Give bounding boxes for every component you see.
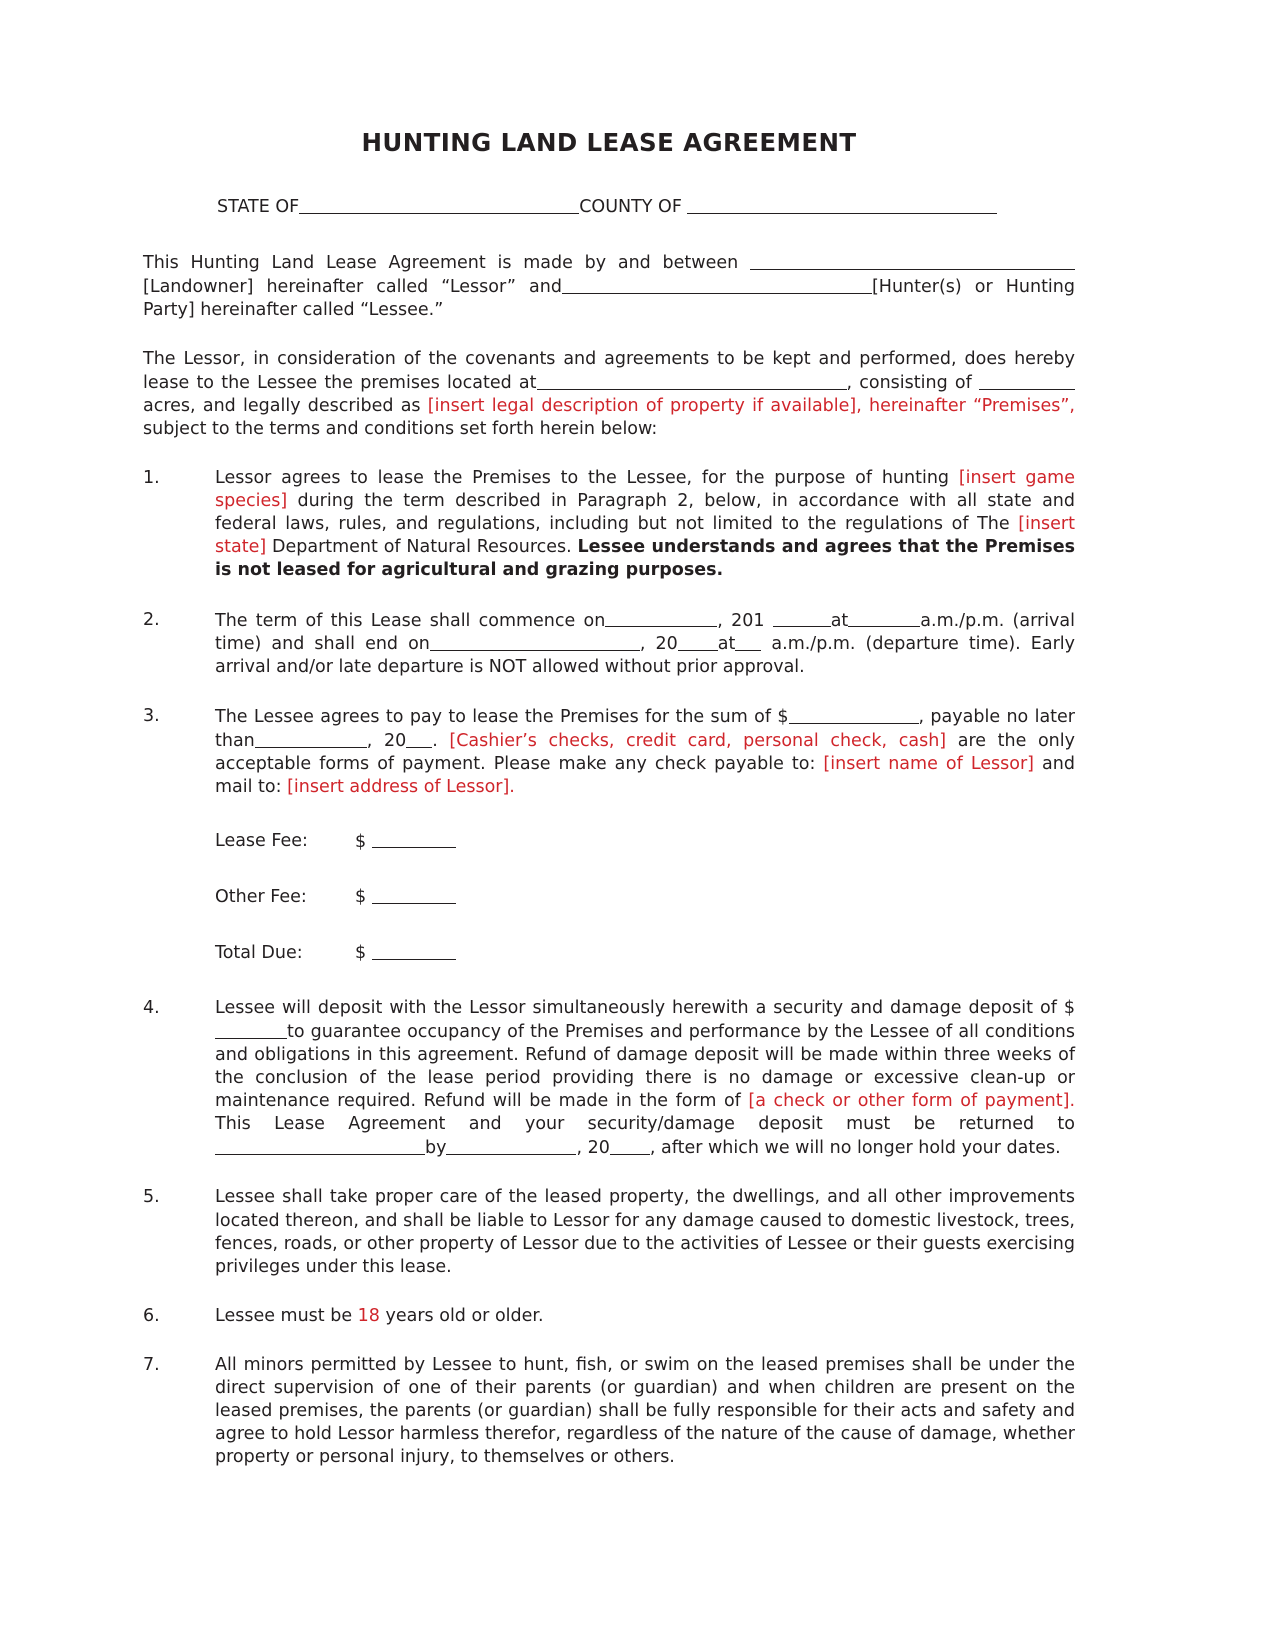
- clause-3-seg-10: and mail to:: [215, 754, 1075, 798]
- lease-fee-currency: $: [355, 831, 367, 852]
- premises-location-blank[interactable]: [537, 371, 847, 390]
- clause-4-number: 4.: [143, 998, 160, 1019]
- payment-due-year-blank[interactable]: [406, 729, 432, 748]
- clause-3-seg-0: The Lessee agrees to pay to lease the Premises for the sum of $: [215, 707, 789, 728]
- clause-7: [143, 1354, 1075, 1469]
- fee-row-lease: [215, 830, 1075, 852]
- clause-2-seg-2: , 201: [717, 610, 773, 631]
- clause-6-number: 6.: [143, 1305, 160, 1326]
- recital-paragraph: [143, 348, 1075, 441]
- clause-4-seg-6: by: [425, 1138, 447, 1159]
- clause-3-seg-6: .: [432, 731, 450, 752]
- commence-year-blank[interactable]: [773, 609, 831, 628]
- clause-6-seg-0: Lessee must be: [215, 1305, 358, 1326]
- end-date-blank[interactable]: [430, 632, 640, 651]
- other-fee-blank[interactable]: [372, 885, 456, 904]
- clause-2-seg-4: at: [830, 610, 849, 631]
- fee-row-total: [215, 941, 1075, 963]
- clause-2-seg-0: The term of this Lease shall commence on: [215, 610, 606, 631]
- lessor-name-blank[interactable]: [750, 251, 1075, 270]
- game-species-placeholder: [insert game species]: [215, 468, 1075, 512]
- clause-4-seg-10: , after which we will no longer hold your dates.: [649, 1138, 1061, 1159]
- state-label: STATE OF: [217, 196, 300, 217]
- other-fee-label: Other Fee:: [215, 887, 307, 908]
- recital-part3: acres, and legally described as: [143, 395, 421, 416]
- total-due-currency: $: [355, 943, 367, 964]
- clause-3-seg-8: are the only acceptable forms of payment. Please make any check payable to:: [215, 731, 1075, 775]
- lease-fee-amount: [355, 830, 456, 852]
- lease-fee-blank[interactable]: [372, 830, 456, 849]
- commence-date-blank[interactable]: [605, 609, 717, 628]
- clause-7-number: 7.: [143, 1354, 160, 1375]
- clause-4-seg-2: to guarantee occupancy of the Premises and performance by the Lessee of all conditions and obligations in this agreement. Refund of damage deposit will be made within three weeks of the conclusion of the lease period providing there is no damage or excessive clean-up or maintenance required. Refund will be made in the form of: [215, 1022, 1075, 1112]
- clause-1-seg-0: Lessor agrees to lease the Premises to the Lessee, for the purpose of hunting: [215, 468, 959, 489]
- arrival-time-blank[interactable]: [848, 609, 920, 628]
- return-by-date-blank[interactable]: [446, 1136, 576, 1155]
- clause-4-seg-0: Lessee will deposit with the Lessor simultaneously herewith a security and damage deposit of $: [215, 998, 1075, 1019]
- clause-4: [143, 997, 1075, 1160]
- payment-due-date-blank[interactable]: [255, 729, 367, 748]
- refund-form-placeholder: [a check or other form of payment].: [748, 1091, 1076, 1112]
- page-title: HUNTING LAND LEASE AGREEMENT: [361, 128, 857, 157]
- recital-part4: subject to the terms and conditions set forth herein below:: [143, 418, 658, 439]
- lessee-name-blank[interactable]: [562, 275, 872, 294]
- legal-description-placeholder: [insert legal description of property if available], hereinafter “Premises”,: [427, 395, 1075, 416]
- return-by-year-blank[interactable]: [610, 1136, 650, 1155]
- clause-2-number: 2.: [143, 609, 160, 630]
- intro-line3-text: Party] hereinafter called “Lessee.”: [143, 299, 444, 320]
- end-year-blank[interactable]: [678, 632, 718, 651]
- total-due-label: Total Due:: [215, 943, 303, 964]
- clause-2-body: [215, 609, 1075, 680]
- total-due-amount: [355, 941, 456, 963]
- recital-part1: The Lessor, in consideration of the covenants and agreements to be kept and performed, does hereby lease to the Lessee the premises located at: [143, 348, 1075, 393]
- clause-6-seg-2: years old or older.: [379, 1305, 544, 1326]
- security-deposit-blank[interactable]: [215, 1020, 287, 1039]
- clause-2-seg-12: a.m./p.m. (departure time). Early arrival and/or late departure is NOT allowed without prior approval.: [215, 634, 1075, 678]
- intro-line1-text: This Hunting Land Lease Agreement is made by and between: [143, 252, 739, 273]
- clause-2-seg-6: a.m./p.m. (arrival time) and shall end on: [215, 610, 1075, 655]
- other-fee-currency: $: [355, 887, 367, 908]
- fee-summary-block: [215, 830, 1075, 964]
- clause-2-seg-10: at: [717, 634, 736, 655]
- clause-3-seg-2: , payable no later than: [215, 707, 1076, 752]
- clause-6-body: [215, 1305, 1075, 1328]
- clause-4-body: [215, 997, 1075, 1160]
- clause-3-number: 3.: [143, 706, 160, 727]
- clause-5-number: 5.: [143, 1187, 160, 1208]
- lessor-address-placeholder: [insert address of Lessor].: [287, 777, 515, 798]
- clause-3-seg-4: , 20: [366, 731, 407, 752]
- clause-2: [143, 609, 1075, 680]
- county-label: COUNTY OF: [579, 196, 682, 217]
- clause-4-seg-8: , 20: [576, 1138, 610, 1159]
- lease-sum-blank[interactable]: [789, 705, 919, 724]
- return-to-blank[interactable]: [215, 1136, 425, 1155]
- intro-paragraph: [143, 251, 1075, 322]
- lease-fee-label: Lease Fee:: [215, 831, 308, 852]
- minimum-age-value: 18: [357, 1305, 380, 1326]
- clause-2-seg-8: , 20: [639, 634, 678, 655]
- clause-6: [143, 1305, 1075, 1328]
- clause-5: [143, 1186, 1075, 1278]
- clause-3: [143, 705, 1075, 799]
- clause-1-body: [215, 467, 1075, 582]
- intro-line2-suffix: [Hunter(s) or Hunting: [871, 276, 1075, 297]
- clause-4-seg-4: This Lease Agreement and your security/damage deposit must be returned to: [215, 1114, 1075, 1135]
- total-due-blank[interactable]: [372, 941, 456, 960]
- clause-3-body: [215, 705, 1075, 799]
- lessor-name-placeholder: [insert name of Lessor]: [823, 754, 1034, 775]
- state-input-blank[interactable]: [299, 195, 579, 214]
- clause-1-number: 1.: [143, 468, 160, 489]
- clause-7-body: All minors permitted by Lessee to hunt, fish, or swim on the leased premises shall be under the direct supervision of one of their parents (or guardian) and when children are present on the leased premises, the parents (or guardian) shall be fully responsible for their acts and safety and agree to hold Lessor harmless therefor, regardless of the nature of the cause of damage, whether property or personal injury, to themselves or others.: [215, 1354, 1075, 1468]
- other-fee-amount: [355, 885, 456, 907]
- clause-1: [143, 467, 1075, 582]
- state-placeholder: [insert state]: [215, 514, 1075, 558]
- fee-row-other: [215, 885, 1075, 907]
- clause-1-bold-notice: Lessee understands and agrees that the Premises is not leased for agricultural and grazing purposes.: [215, 537, 1075, 581]
- acreage-blank[interactable]: [979, 371, 1075, 390]
- intro-line2-text: [Landowner] hereinafter called “Lessor” and: [143, 276, 562, 297]
- state-county-line: [143, 195, 1075, 217]
- payment-forms-placeholder: [Cashier’s checks, credit card, personal check, cash]: [449, 731, 947, 752]
- document-content: [143, 128, 1075, 1495]
- clause-1-seg-2: during the term described in Paragraph 2, below, in accordance with all state and federal laws, rules, and regulations, including but not limited to the regulations of The: [215, 491, 1075, 535]
- departure-time-blank[interactable]: [735, 632, 761, 651]
- clause-5-body: Lessee shall take proper care of the leased property, the dwellings, and all other improvements located thereon, and shall be liable to Lessor for any damage caused to domestic livestock, trees, fences, roads, or other property of Lessor due to the activities of Lessee or their guests exercising privileges under this lease.: [215, 1187, 1075, 1277]
- recital-part2: , consisting of: [846, 372, 972, 393]
- clause-1-seg-4: Department of Natural Resources.: [266, 537, 578, 558]
- county-input-blank[interactable]: [687, 195, 997, 214]
